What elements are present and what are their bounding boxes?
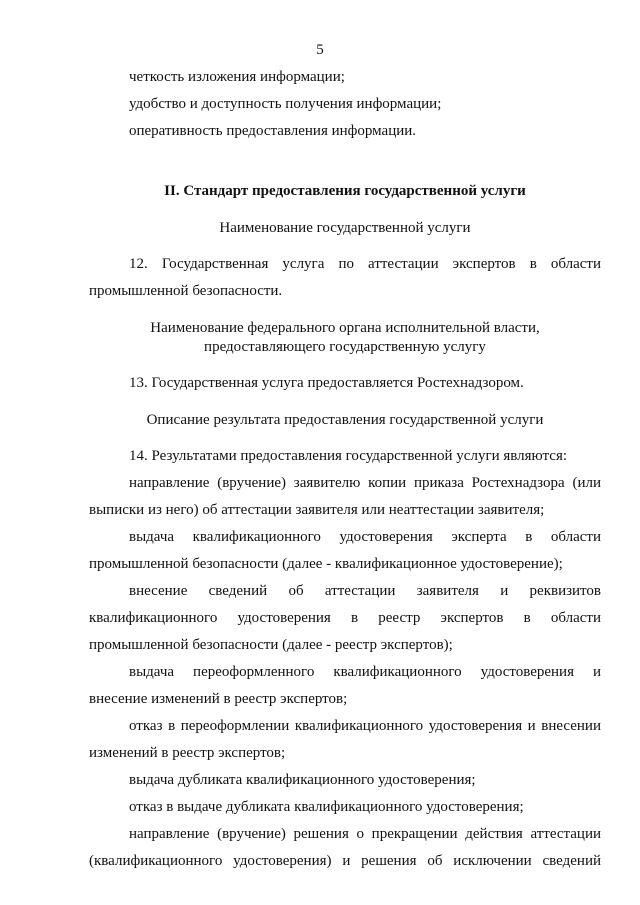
section-title: II. Стандарт предоставления государственной услуги [164,183,526,199]
result-item: выдача дубликата квалификационного удостоверения; [129,772,476,788]
intro-line: удобство и доступность получения информации; [129,96,442,112]
result-item: направление (вручение) заявителю копии приказа Ростехнадзора (или выписки из него) об аттестации заявителя или неаттестации заявителя; [89,475,601,518]
heading-authority-line1: Наименование федерального органа исполнительной власти, [150,320,540,336]
result-item: внесение сведений об аттестации заявителя и реквизитов квалификационного удостоверения в реестр экспертов в области промышленной безопасности (далее - реестр экспертов); [89,583,601,653]
result-item: выдача квалификационного удостоверения эксперта в области промышленной безопасности (далее - квалификационное удостоверение); [89,529,601,572]
heading-service-name: Наименование государственной услуги [219,220,471,236]
heading-result: Описание результата предоставления государственной услуги [146,412,544,428]
paragraph-14: 14. Результатами предоставления государственной услуги являются: [129,448,568,464]
result-item: отказ в выдаче дубликата квалификационного удостоверения; [129,799,524,815]
heading-authority [89,319,601,357]
paragraph-12: 12. Государственная услуга по аттестации экспертов в области промышленной безопасности. [89,256,601,299]
intro-line: оперативность предоставления информации. [129,123,417,139]
heading-authority-line2: предоставляющего государственную услугу [204,339,486,355]
document-body [89,64,601,875]
intro-line: четкость изложения информации; [129,69,345,85]
result-item: выдача переоформленного квалификационного удостоверения и внесение изменений в реестр экспертов; [89,664,601,707]
result-item: направление (вручение) решения о прекращении действия аттестации (квалификационного удостоверения) и решения об исключении сведений [89,826,601,869]
paragraph-13: 13. Государственная услуга предоставляется Ростехнадзором. [129,375,524,391]
result-item: отказ в переоформлении квалификационного удостоверения и внесении изменений в реестр экспертов; [89,718,601,761]
page-number: 5 [316,42,324,58]
